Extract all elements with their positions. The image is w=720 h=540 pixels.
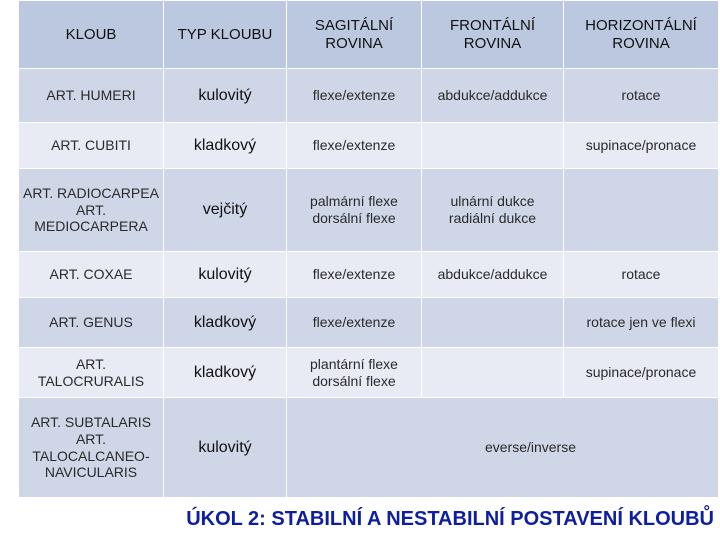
- cell-kloub: ART. TALOCRURALIS: [19, 348, 164, 398]
- table-row: [19, 298, 719, 348]
- table-row: [19, 348, 719, 398]
- cell-frontalni: abdukce/addukce: [422, 252, 564, 298]
- cell-kloub: ART. SUBTALARIS ART. TALOCALCANEO-NAVICULARIS: [19, 398, 164, 498]
- cell-horizontalni: rotace jen ve flexi: [564, 298, 719, 348]
- cell-sagitalni: flexe/extenze: [287, 298, 422, 348]
- cell-frontalni: [422, 348, 564, 398]
- header-typ-kloubu: TYP KLOUBU: [164, 1, 287, 69]
- cell-sagitalni: palmární flexe dorsální flexe: [287, 169, 422, 252]
- cell-typ: vejčitý: [164, 169, 287, 252]
- cell-frontalni: [422, 298, 564, 348]
- cell-sagitalni: flexe/extenze: [287, 252, 422, 298]
- cell-kloub: ART. HUMERI: [19, 69, 164, 123]
- cell-kloub: ART. GENUS: [19, 298, 164, 348]
- slide-title: ÚKOL 2: STABILNÍ A NESTABILNÍ POSTAVENÍ KLOUBŮ: [186, 508, 714, 530]
- cell-typ: kulovitý: [164, 252, 287, 298]
- header-horizontalni-rovina: HORIZONTÁLNÍ ROVINA: [564, 1, 719, 69]
- header-frontalni-rovina: FRONTÁLNÍ ROVINA: [422, 1, 564, 69]
- cell-typ: kulovitý: [164, 69, 287, 123]
- table-row: [19, 123, 719, 169]
- cell-kloub: ART. RADIOCARPEA ART. MEDIOCARPERA: [19, 169, 164, 252]
- cell-frontalni: abdukce/addukce: [422, 69, 564, 123]
- table-row: [19, 69, 719, 123]
- cell-horizontalni: [564, 169, 719, 252]
- cell-typ: kladkový: [164, 298, 287, 348]
- cell-typ: kulovitý: [164, 398, 287, 498]
- cell-frontalni: [422, 123, 564, 169]
- table-row: [19, 398, 719, 498]
- cell-sagitalni: flexe/extenze: [287, 123, 422, 169]
- table-row: [19, 252, 719, 298]
- cell-sagitalni: flexe/extenze: [287, 69, 422, 123]
- table-row: [19, 169, 719, 252]
- cell-frontalni: ulnární dukce radiální dukce: [422, 169, 564, 252]
- cell-kloub: ART. COXAE: [19, 252, 164, 298]
- header-sagitalni-rovina: SAGITÁLNÍ ROVINA: [287, 1, 422, 69]
- cell-sagitalni: plantární flexe dorsální flexe: [287, 348, 422, 398]
- cell-typ: kladkový: [164, 348, 287, 398]
- cell-horizontalni: supinace/pronace: [564, 123, 719, 169]
- cell-horizontalni: rotace: [564, 69, 719, 123]
- table-header-row: [19, 1, 719, 69]
- cell-merged-movement: everse/inverse: [287, 398, 719, 498]
- joint-movement-table: [18, 0, 719, 498]
- cell-kloub: ART. CUBITI: [19, 123, 164, 169]
- header-kloub: KLOUB: [19, 1, 164, 69]
- cell-horizontalni: rotace: [564, 252, 719, 298]
- cell-horizontalni: supinace/pronace: [564, 348, 719, 398]
- cell-typ: kladkový: [164, 123, 287, 169]
